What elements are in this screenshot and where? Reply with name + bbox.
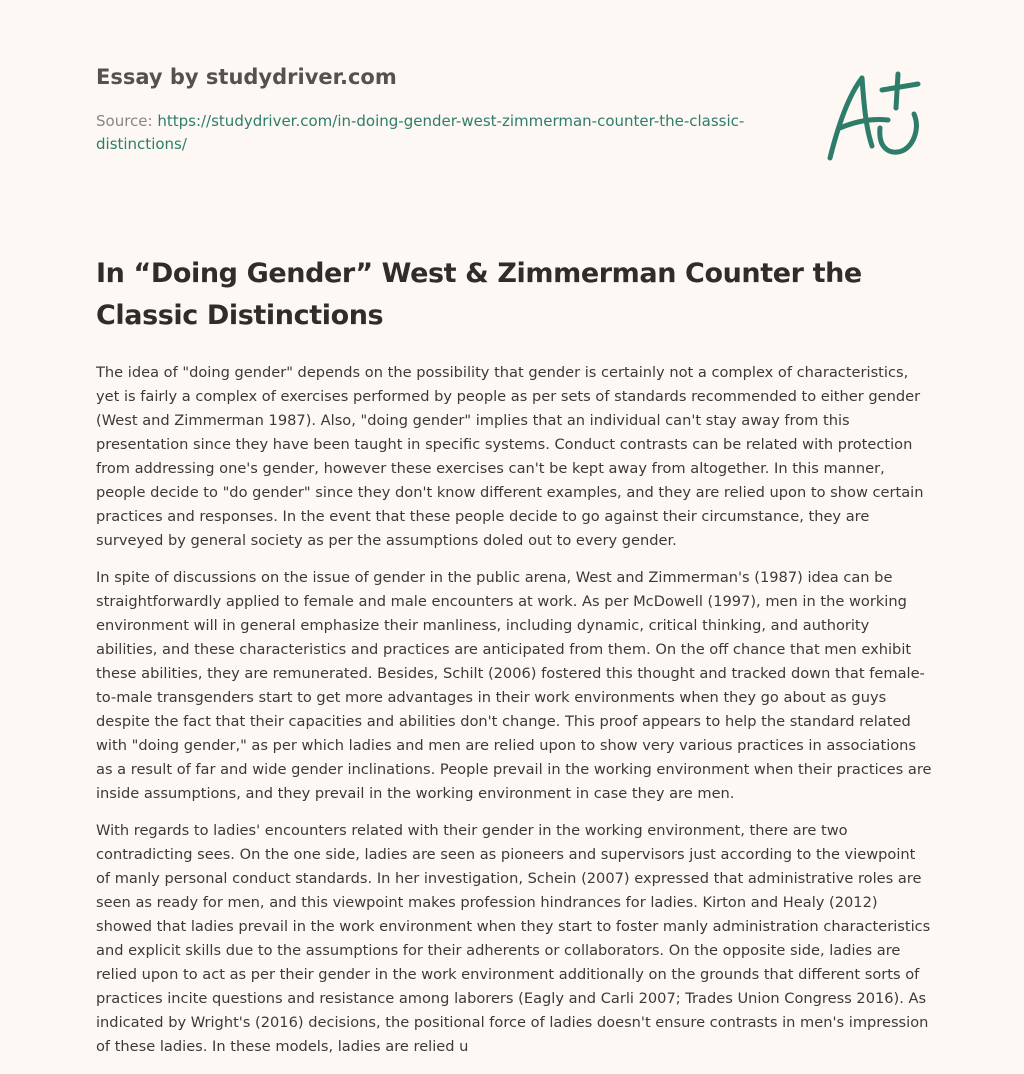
site-title: Essay by studydriver.com: [96, 65, 397, 89]
source-label: Source:: [96, 112, 158, 130]
essay-content: [96, 253, 932, 1072]
source-link[interactable]: https://studydriver.com/in-doing-gender-west-zimmerman-counter-the-classic-distinctions/: [96, 112, 745, 153]
essay-paragraph: In spite of discussions on the issue of gender in the public arena, West and Zimmerman's (1987) idea can be straightforwardly applied to female and male encounters at work. As per McDowell (1997), men in the working environment will in general emphasize their manliness, including dynamic, critical thinking, and authority abilities, and these characteristics and practices are anticipated from them. On the off chance that men exhibit these abilities, they are remunerated. Besides, Schilt (2006) fostered this thought and tracked down that female-to-male transgenders start to get more advantages in their work environments when they go about as guys despite the fact that their capacities and abilities don't change. This proof appears to help the standard related with "doing gender," as per which ladies and men are relied upon to show very various practices in associations as a result of far and wide gender inclinations. People prevail in the working environment when their practices are inside assumptions, and they prevail in the working environment in case they are men.: [96, 569, 932, 802]
essay-title: In “Doing Gender” West & Zimmerman Counter the Classic Distinctions: [96, 258, 862, 331]
essay-paragraph: With regards to ladies' encounters related with their gender in the working environment, there are two contradicting sees. On the one side, ladies are seen as pioneers and supervisors just according to the viewpoint of manly personal conduct standards. In her investigation, Schein (2007) expressed that administrative roles are seen as ready for men, and this viewpoint makes profession hindrances for ladies. Kirton and Healy (2012) showed that ladies prevail in the work environment when they start to foster manly administration characteristics and explicit skills due to the assumptions for their adherents or collaborators. On the opposite side, ladies are relied upon to act as per their gender in the work environment additionally on the grounds that different sorts of practices incite questions and resistance among laborers (Eagly and Carli 2007; Trades Union Congress 2016). As indicated by Wright's (2016) decisions, the positional force of ladies doesn't ensure contrasts in men's impression of these ladies. In these models, ladies are relied u: [96, 822, 931, 1055]
page-header: [96, 62, 776, 156]
a-plus-logo-icon: [818, 66, 928, 166]
source-line: [96, 110, 776, 156]
essay-paragraph: The idea of "doing gender" depends on the possibility that gender is certainly not a complex of characteristics, yet is fairly a complex of exercises performed by people as per sets of standards recommended to either gender (West and Zimmerman 1987). Also, "doing gender" implies that an individual can't stay away from this presentation since they have been taught in specific systems. Conduct contrasts can be related with protection from addressing one's gender, however these exercises can't be kept away from altogether. In this manner, people decide to "do gender" since they don't know different examples, and they are relied upon to show certain practices and responses. In the event that these people decide to go against their circumstance, they are surveyed by general society as per the assumptions doled out to every gender.: [96, 364, 924, 549]
